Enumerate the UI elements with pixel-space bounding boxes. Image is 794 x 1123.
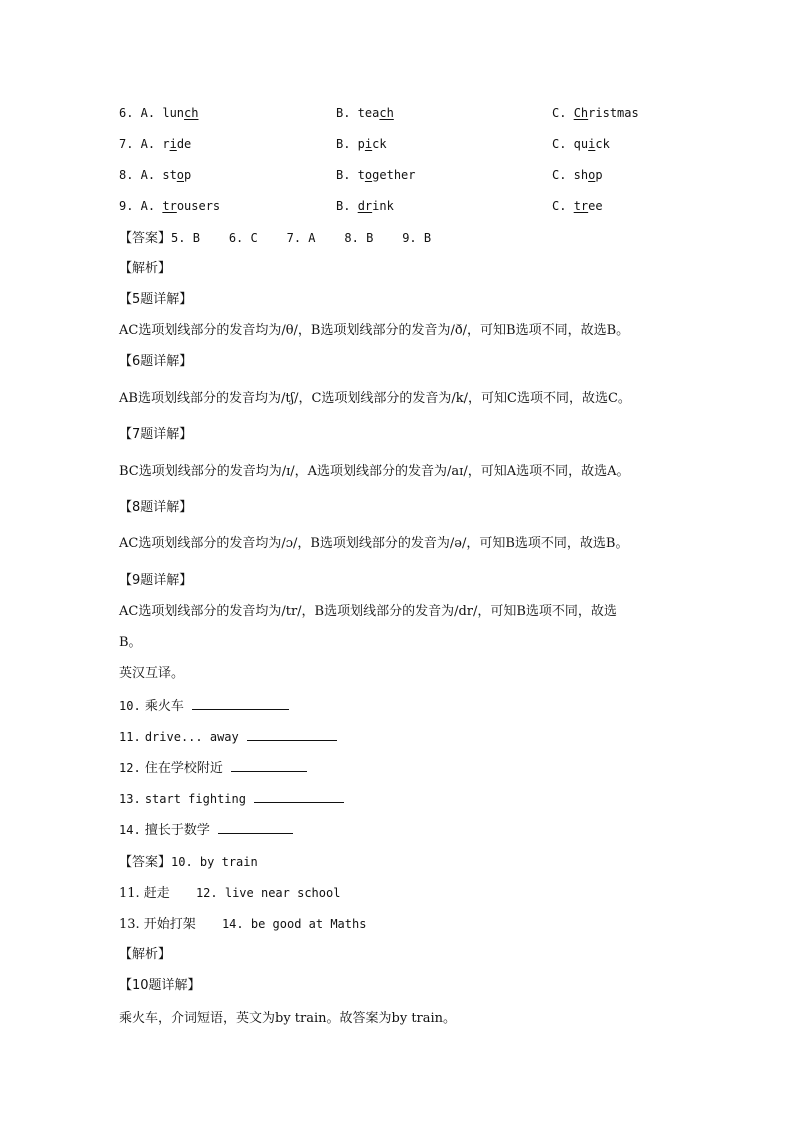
translate-item-10 xyxy=(119,697,289,716)
option-suffix: ink xyxy=(372,199,394,213)
q6-option-b xyxy=(336,104,394,122)
option-prefix: B. tea xyxy=(336,106,380,120)
q9-option-a xyxy=(119,197,220,215)
answer-blank[interactable] xyxy=(218,821,293,834)
answer-blank[interactable] xyxy=(192,697,289,710)
underlined-letters: i xyxy=(364,137,373,151)
answer-blank[interactable] xyxy=(231,759,307,772)
item-number: 14. xyxy=(119,823,141,837)
underlined-letters: dr xyxy=(357,199,373,213)
translate-item-14 xyxy=(119,821,293,840)
underlined-letters: o xyxy=(364,168,373,182)
option-prefix: C. xyxy=(552,199,574,213)
option-prefix: B. xyxy=(336,199,358,213)
option-suffix: p xyxy=(184,168,192,182)
detail-8-body: AC选项划线部分的发音均为/ɔ/，B选项划线部分的发音为/ə/，可知B选项不同，故选B。 xyxy=(119,536,629,551)
option-prefix: B. t xyxy=(336,168,365,182)
answer-line-3 xyxy=(119,884,340,903)
detail-6-head: 【6题详解】 xyxy=(119,354,193,369)
q7-option-b xyxy=(336,135,387,153)
option-suffix: gether xyxy=(372,168,416,182)
answer-label: 【答案】 xyxy=(119,231,172,246)
underlined-letters: o xyxy=(176,168,185,182)
detail-7-body: BC选项划线部分的发音均为/ɪ/，A选项划线部分的发音为/aɪ/，可知A选项不同，故选A。 xyxy=(119,464,630,479)
answer-line-1 xyxy=(119,229,431,248)
answer-text: 5. B 6. C 7. A 8. B 9. B xyxy=(171,231,432,245)
option-prefix: 6. A. lun xyxy=(119,106,185,120)
underlined-letters: i xyxy=(588,137,596,151)
option-suffix: ee xyxy=(588,199,603,213)
translate-item-13 xyxy=(119,790,344,809)
detail-10-head: 【10题详解】 xyxy=(119,978,201,993)
detail-9-head: 【9题详解】 xyxy=(119,573,193,588)
detail-7-head: 【7题详解】 xyxy=(119,427,193,442)
underlined-letters: tr xyxy=(573,199,589,213)
option-prefix: C. qu xyxy=(552,137,589,151)
analysis-label: 【解析】 xyxy=(119,261,172,276)
option-prefix: C. sh xyxy=(552,168,589,182)
answer-12: 12. live near school xyxy=(195,886,341,900)
answer-13: 13. 开始打架 xyxy=(119,917,196,932)
item-number: 13. xyxy=(119,792,141,806)
option-prefix: 8. A. st xyxy=(119,168,177,182)
answer-11: 11. 赶走 xyxy=(119,886,170,901)
answer-line-4 xyxy=(119,915,366,934)
q6-option-c xyxy=(552,104,639,122)
q9-option-b xyxy=(336,197,394,215)
item-number: 12. xyxy=(119,761,141,775)
q9-option-c xyxy=(552,197,603,215)
option-suffix: p xyxy=(595,168,603,182)
answer-10: 10. by train xyxy=(171,855,258,869)
option-suffix: ousers xyxy=(176,199,221,213)
underlined-letters: o xyxy=(588,168,596,182)
detail-6-body: AB选项划线部分的发音均为/tʃ/，C选项划线部分的发音为/k/，可知C选项不同，故选C。 xyxy=(119,391,631,406)
option-suffix: de xyxy=(176,137,192,151)
translate-item-12 xyxy=(119,759,307,778)
q7-option-a xyxy=(119,135,191,153)
item-text: 乘火车 xyxy=(144,699,184,714)
q8-option-a xyxy=(119,166,191,184)
detail-8-head: 【8题详解】 xyxy=(119,500,193,515)
option-prefix: B. p xyxy=(336,137,365,151)
section-title: 英汉互译。 xyxy=(119,666,185,681)
underlined-letters: ch xyxy=(379,106,394,120)
option-prefix: C. xyxy=(552,106,574,120)
underlined-letters: tr xyxy=(162,199,177,213)
option-prefix: 7. A. r xyxy=(119,137,170,151)
item-text: drive... away xyxy=(144,730,239,744)
translate-item-11 xyxy=(119,728,337,747)
detail-9-body: AC选项划线部分的发音均为/tr/，B选项划线部分的发音为/dr/，可知B选项不同，故选 xyxy=(119,604,617,619)
analysis-label-2: 【解析】 xyxy=(119,947,172,962)
item-text: 擅长于数学 xyxy=(144,823,210,838)
option-suffix: ck xyxy=(595,137,610,151)
q7-option-c xyxy=(552,135,610,153)
option-suffix: ristmas xyxy=(588,106,639,120)
item-number: 10. xyxy=(119,699,141,713)
option-prefix: 9. A. xyxy=(119,199,163,213)
item-text: start fighting xyxy=(144,792,246,806)
q6-option-a xyxy=(119,104,198,122)
answer-blank[interactable] xyxy=(247,728,337,741)
detail-5-head: 【5题详解】 xyxy=(119,292,193,307)
q8-option-b xyxy=(336,166,416,184)
detail-9-body-cont: B。 xyxy=(119,635,142,650)
underlined-letters: Ch xyxy=(573,106,589,120)
underlined-letters: i xyxy=(169,137,177,151)
q8-option-c xyxy=(552,166,603,184)
underlined-letters: ch xyxy=(184,106,199,120)
detail-10-body: 乘火车，介词短语，英文为by train。故答案为by train。 xyxy=(119,1011,457,1026)
answer-label: 【答案】 xyxy=(119,855,172,870)
item-number: 11. xyxy=(119,730,141,744)
answer-line-2 xyxy=(119,853,258,872)
detail-5-body: AC选项划线部分的发音均为/θ/，B选项划线部分的发音为/ð/，可知B选项不同，故选B。 xyxy=(119,323,630,338)
answer-14: 14. be good at Maths xyxy=(221,917,367,931)
option-suffix: ck xyxy=(372,137,387,151)
item-text: 住在学校附近 xyxy=(144,761,223,776)
answer-blank[interactable] xyxy=(254,790,344,803)
